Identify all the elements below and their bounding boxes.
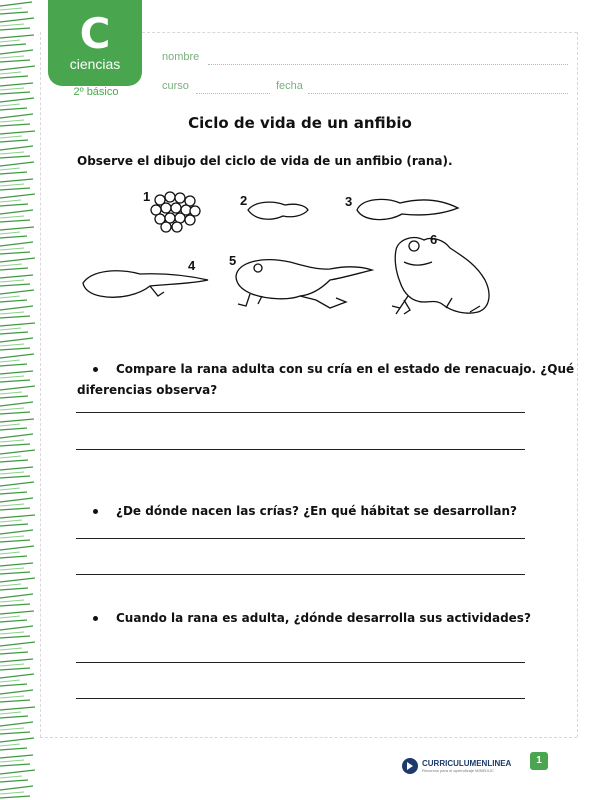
answer-line[interactable]: [76, 698, 525, 699]
stage-number-1: 1: [143, 189, 151, 204]
course-label: curso: [162, 80, 189, 92]
answer-line[interactable]: [76, 412, 525, 413]
curriculum-logo: [402, 758, 511, 774]
grade-label: 2º básico: [73, 86, 119, 98]
stage-number-2: 2: [240, 193, 248, 208]
bullet-icon: [93, 509, 98, 514]
answer-line[interactable]: [76, 538, 525, 539]
logo-arrow-icon: [402, 758, 418, 774]
answer-line[interactable]: [76, 662, 525, 663]
bullet-icon: [93, 616, 98, 621]
logo-subtext: Recursos para el aprendizaje MINEDUC: [422, 768, 494, 773]
frog-eggs-drawing: [151, 192, 200, 232]
page-number-badge: 1: [530, 752, 548, 770]
question-2: [93, 501, 517, 522]
question-2-text: ¿De dónde nacen las crías? ¿En qué hábitat se desarrollan?: [116, 504, 517, 518]
page-title: Ciclo de vida de un anfibio: [188, 114, 412, 132]
question-1-continued: diferencias observa?: [77, 383, 218, 397]
stage-number-4: 4: [188, 258, 196, 273]
question-1-text: Compare la rana adulta con su cría en el estado de renacuajo. ¿Qué: [116, 362, 575, 376]
subject-letter: C: [79, 9, 111, 58]
name-label: nombre: [162, 51, 200, 63]
question-3-text: Cuando la rana es adulta, ¿dónde desarrolla sus actividades?: [116, 611, 531, 625]
stage-number-3: 3: [345, 194, 353, 209]
answer-line[interactable]: [76, 574, 525, 575]
answer-line[interactable]: [76, 449, 525, 450]
tadpole-with-legs-drawing: [83, 271, 208, 298]
tadpole-small-drawing: [248, 202, 308, 219]
stage-number-5: 5: [229, 253, 237, 268]
stage-number-6: 6: [430, 232, 438, 247]
date-label: fecha: [276, 80, 303, 92]
subject-name: ciencias: [69, 56, 121, 72]
intro-text: Observe el dibujo del ciclo de vida de un anfibio (rana).: [77, 154, 453, 168]
adult-frog-drawing: [392, 238, 489, 314]
question-1: [93, 359, 574, 380]
tadpole-drawing: [357, 199, 458, 219]
logo-text: CURRICULUMENLINEA: [422, 759, 512, 768]
bullet-icon: [93, 367, 98, 372]
question-3: [93, 608, 531, 629]
